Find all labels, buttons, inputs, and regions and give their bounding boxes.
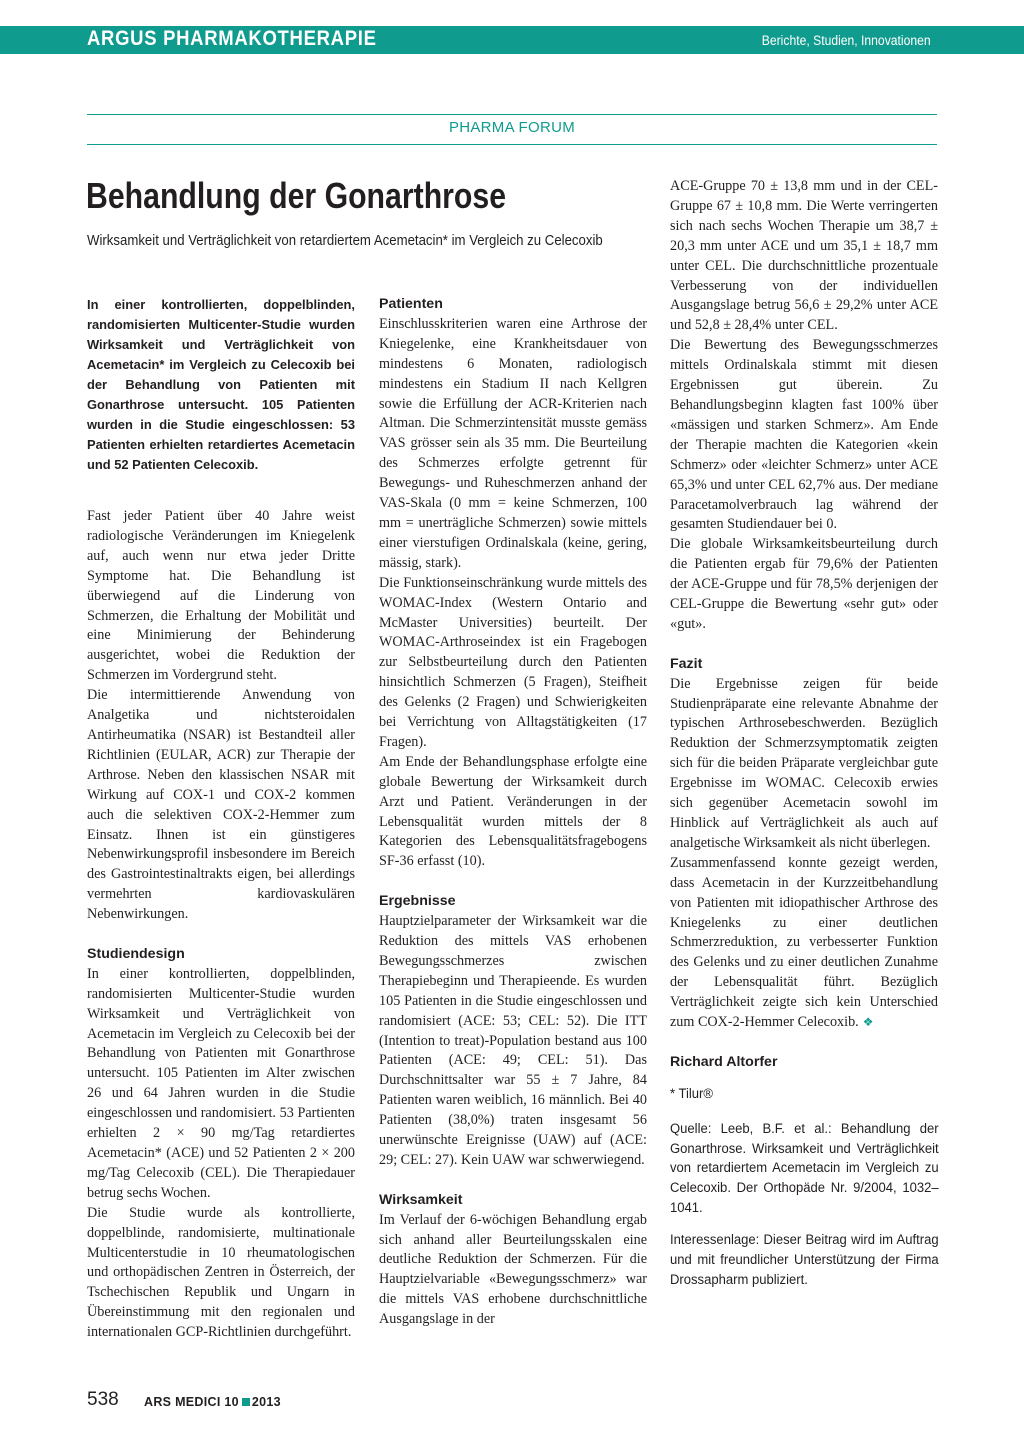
heading-patienten: Patienten: [379, 296, 443, 312]
article-title: Behandlung der Gonarthrose: [86, 175, 507, 216]
journal-section-title: ARGUS PHARMAKOTHERAPIE: [87, 27, 377, 50]
section-rule-bottom: [87, 144, 937, 145]
body-paragraph: Im Verlauf der 6-wöchigen Behandlung ergab sich anhand aller Beurteilungsskalen eine deutliche Reduktion der Schmerzen. Für die Hauptzielvariable «Bewegungsschmerz» war die mittels VAS erhobene durchschnittliche Ausgangslage in der: [379, 1211, 647, 1328]
body-paragraph-final: [670, 854, 938, 1033]
body-paragraph: ACE-Gruppe 70 ± 13,8 mm und in der CEL-Gruppe 67 ± 10,8 mm. Die Werte verringerten sich nach sechs Wochen Therapie um 38,7 ± 20,3 mm unter ACE und um 35,1 ± 18,7 mm unter CEL. Die durchschnittliche prozentuale Verbesserung von der individuellen Ausgangslage betrug 56,6 ± 29,2% unter ACE und 52,8 ± 28,4% unter CEL.: [670, 178, 938, 334]
heading-ergebnisse: Ergebnisse: [379, 893, 456, 910]
square-icon: [242, 1398, 250, 1406]
source-citation: Quelle: Leeb, B.F. et al.: Behandlung der Gonarthrose. Wirksamkeit und Verträglichkeit von retardiertem Acemetacin im Vergleich zu Celecoxib. Der Orthopäde Nr. 9/2004, 1032–1041.: [670, 1120, 939, 1217]
body-paragraph: Hauptzielparameter der Wirksamkeit war die Reduktion des mittels VAS erhobenen Bewegungsschmerzes zwischen Therapiebeginn und Therapieende. Es wurden 105 Patienten in die Studie eingeschlossen und randomisiert (ACE: 53; CEL: 52). Die ITT (Intention to treat)-Population bestand aus 100 Patienten (ACE: 49; CEL: 51). Das Durchschnittsalter war 55 ± 7 Jahre, 84 Patienten waren weiblich, 16 männlich. Bei 40 Patienten (38,0%) traten insgesamt 56 unerwünschte Ereignisse (UAW) auf (ACE: 29; CEL: 27). Kein UAW war schwerwiegend.: [379, 913, 647, 1168]
footer-journal: [144, 1395, 281, 1409]
body-paragraph: Die Ergebnisse zeigen für beide Studienpräparate eine relevante Abnahme der typischen Arthrosebeschwerden. Bezüglich Reduktion der Schmerzsymptomatik zeigten sich für die beiden Präparate vergleichbar gute Ergebnisse im WOMAC. Celecoxib erwies sich gegenüber Acemetacin sowohl im Hinblick auf Verträglichkeit als auch auf analgetische Wirksamkeit als nicht überlegen.: [670, 675, 938, 851]
section-label: PHARMA FORUM: [448, 119, 576, 136]
body-paragraph: Am Ende der Behandlungsphase erfolgte eine globale Bewertung der Wirksamkeit durch Arzt und Patient. Veränderungen in der Lebensqualität wurden mittels der 8 Kategorien des Lebensqualitätsfragebogens SF-36 erfasst (10).: [379, 753, 647, 870]
disclosure-note: Interessenlage: Dieser Beitrag wird im Auftrag und mit freundlicher Unterstützung der Firma Drossapharm publiziert.: [670, 1232, 939, 1288]
body-paragraph: Die Funktionseinschränkung wurde mittels des WOMAC-Index (Western Ontario and McMaster Universities) beurteilt. Der WOMAC-Arthroseindex ist ein Fragebogen zur Selbstbeurteilung durch den Patienten hinsichtlich Schmerzen (5 Fragen), Steifheit des Gelenks (2 Fragen) und Schwierigkeiten bei Verrichtung von Alltagstätigkeiten (17 Fragen).: [379, 574, 647, 750]
heading-wirksamkeit: Wirksamkeit: [379, 1191, 463, 1208]
footer-journal-name: ARS MEDICI 10: [144, 1395, 239, 1409]
column-3: [670, 177, 938, 1291]
body-paragraph: Die intermittierende Anwendung von Analgetika und nichtsteroidalen Antirheumatika (NSAR) ist Bestandteil aller Richtlinien (EULAR, ACR) zur Therapie der Arthrose. Neben den klassischen NSAR mit Wirkung auf COX-1 und COX-2 kommen auch die selektiven COX-2-Hemmer zum Einsatz. Ihnen ist ein günstigeres Nebenwirkungsprofil insbesondere im Bereich des Gastrointestinaltrakts eigen, bei allerdings vermehrten kardiovaskulären Nebenwirkungen.: [87, 687, 355, 923]
column-1: [87, 295, 355, 1343]
column-2: [379, 295, 647, 1330]
author-name: Richard Altorfer: [670, 1053, 778, 1070]
page-number: 538: [87, 1389, 119, 1410]
heading-studiendesign: Studiendesign: [87, 945, 185, 962]
footer-year: 2013: [251, 1395, 281, 1409]
section-rule-top: [87, 114, 937, 115]
body-text: Zusammenfassend konnte gezeigt werden, dass Acemetacin in der Kurzzeitbehandlung von Patienten mit idiopathischer Arthrose des Kniegelenks zu einer deutlichen Schmerzreduktion, zu verbesserter Funktion des Gelenks und zu einer deutlichen Zunahme der Lebensqualität führt. Bezüglich Verträglichkeit zeigte sich kein Unterschied zum COX-2-Hemmer Celecoxib.: [670, 854, 938, 1031]
lead-paragraph: In einer kontrollierten, doppelblinden, randomisierten Multicenter-Studie wurden Wirksamkeit und Verträglichkeit von Acemetacin* im Vergleich zu Celecoxib bei der Behandlung von Patienten mit Gonarthrose untersucht. 105 Patienten wurden in die Studie eingeschlossen: 53 Patienten erhielten retardiertes Acemetacin und 52 Patienten Celecoxib.: [87, 297, 355, 472]
body-paragraph: Die globale Wirksamkeitsbeurteilung durch die Patienten ergab für 79,6% der Patienten der ACE-Gruppe und für 78,5% derjenigen der CEL-Gruppe die Bewertung «sehr gut» oder «gut».: [670, 536, 938, 632]
article-subtitle: Wirksamkeit und Verträglichkeit von retardiertem Acemetacin* im Vergleich zu Celecoxib: [87, 232, 603, 249]
journal-tagline: Berichte, Studien, Innovationen: [762, 33, 931, 48]
body-paragraph: In einer kontrollierten, doppelblinden, randomisierten Multicenter-Studie wurden Wirksamkeit und Verträglichkeit von Acemetacin im Vergleich zu Celecoxib bei der Behandlung von Patienten mit Gonarthrose untersucht. 105 Patienten im Alter zwischen 26 und 64 Jahren wurden in die Studie eingeschlossen und randomisiert. 53 Partienten erhielten 2 × 90 mg/Tag retardiertes Acemetacin* (ACE) und 52 Patienten 2 × 200 mg/Tag Celecoxib (CEL). Die Therapiedauer betrug sechs Wochen.: [87, 965, 355, 1201]
body-paragraph: Einschlusskriterien waren eine Arthrose der Kniegelenke, eine Krankheitsdauer von mindestens 6 Monaten, radiologisch mindestens ein Stadium II nach Kellgren sowie die Erfüllung der ACR-Kriterien nach Altman. Die Schmerzintensität musste gemäss VAS grösser sein als 35 mm. Die Beurteilung des Schmerzes erfolgte getrennt für Bewegungs- und Ruheschmerzen anhand der VAS-Skala (0 mm = keine Schmerzen, 100 mm = unerträgliche Schmerzen) sowie mittels einer vierstufigen Ordinalskala (keine, gering, mässig, stark).: [379, 315, 647, 571]
header-bar: [0, 0, 1024, 54]
body-paragraph: Die Bewertung des Bewegungsschmerzes mittels Ordinalskala stimmt mit diesen Ergebnissen gut überein. Zu Behandlungsbeginn klagten fast 100% über «mässigen und starken Schmerz». Am Ende der Therapie machten die Kategorien «kein Schmerz» oder «leichter Schmerz» unter ACE 65,3% und unter CEL 62,7% aus. Der mediane Paracetamolverbrauch lag während der gesamten Studiendauer bei 0.: [670, 337, 938, 533]
body-paragraph: Fast jeder Patient über 40 Jahre weist radiologische Veränderungen im Kniegelenk auf, auch wenn nur etwa jeder Dritte Symptome hat. Die Behandlung ist überwiegend auf die Linderung von Schmerzen, die Erhaltung der Mobilität und eine Minimierung der Behinderung ausgerichtet, wobei die Reduktion der Schmerzen im Vordergrund steht.: [87, 508, 355, 684]
page-footer: [87, 1389, 281, 1411]
heading-fazit: Fazit: [670, 655, 703, 672]
footnote: * Tilur®: [670, 1085, 713, 1102]
body-paragraph: Die Studie wurde als kontrollierte, doppelblinde, randomisierte, multinationale Multicenterstudie in 10 rheumatologischen und orthopädischen Zentren in Österreich, der Tschechischen Republik und Ungarn in Übereinstimmung mit den regionalen und internationalen GCP-Richtlinien durchgeführt.: [87, 1204, 355, 1341]
end-mark-icon: ❖: [862, 1015, 874, 1030]
